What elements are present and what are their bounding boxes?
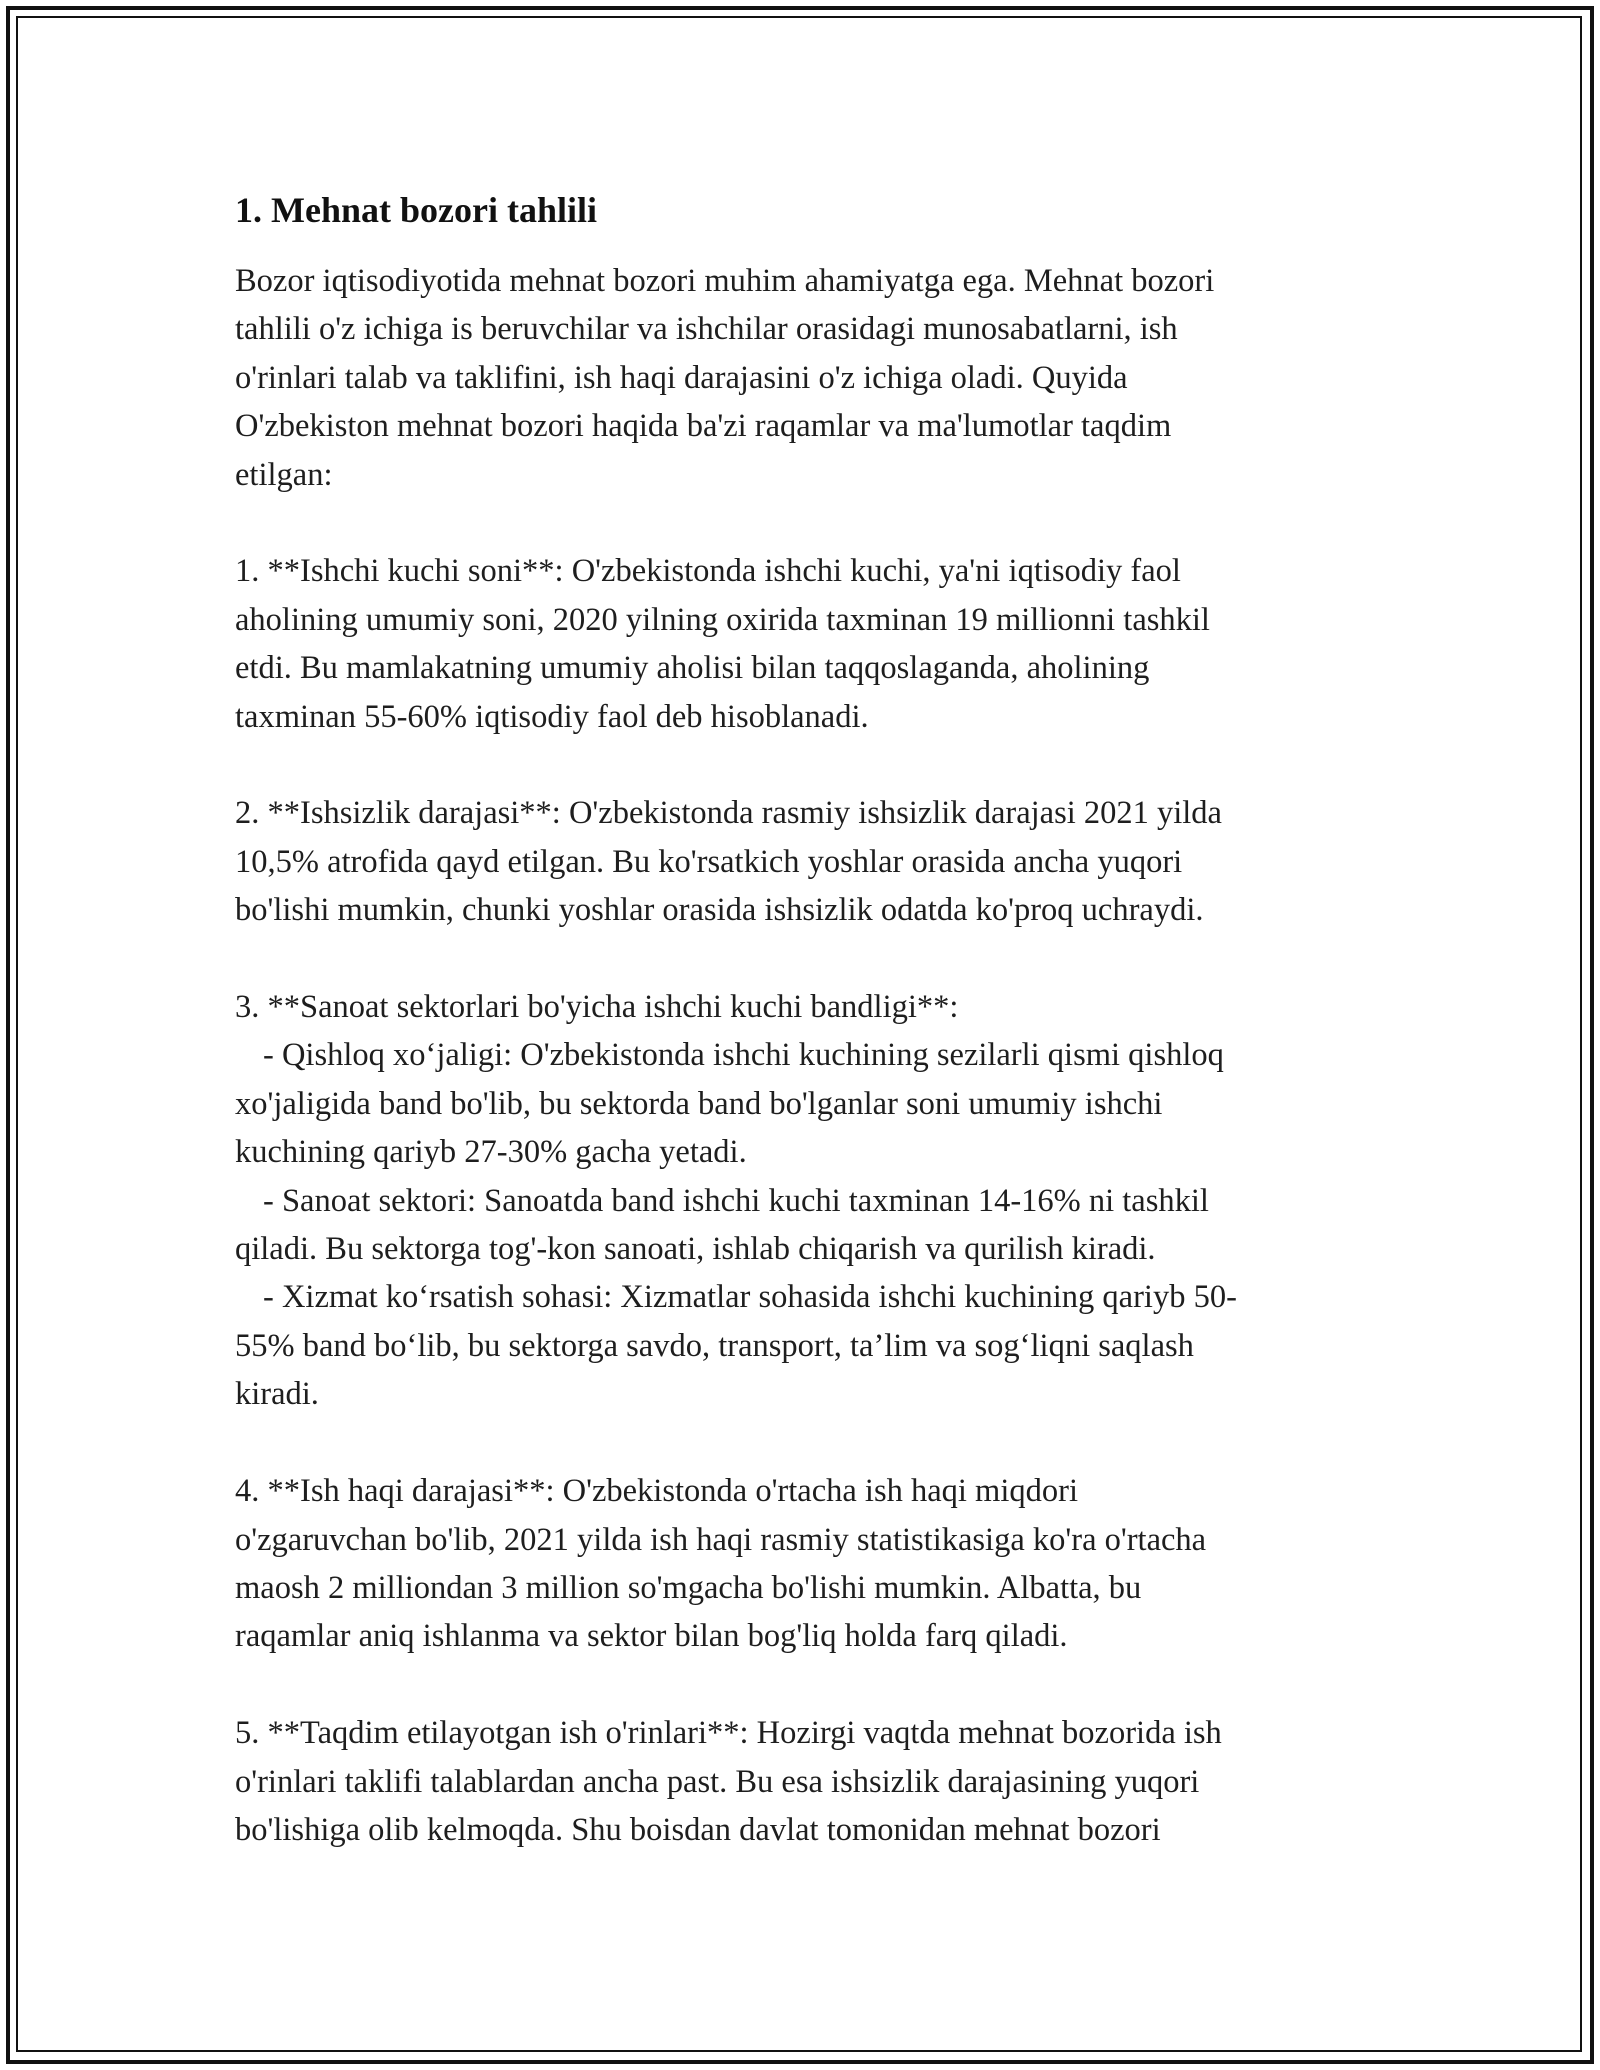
document-body [235, 185, 1370, 1903]
text-line: kuchining qariyb 27-30% gacha yetadi. [235, 1134, 747, 1171]
text-line: 2. **Ishsizlik darajasi**: O'zbekistonda rasmiy ishsizlik darajasi 2021 yilda [235, 795, 1222, 832]
list-item-unemployment [235, 789, 1370, 934]
text-line: O'zbekiston mehnat bozori haqida ba'zi raqamlar va ma'lumotlar taqdim [235, 408, 1172, 445]
text-line: kiradi. [235, 1376, 319, 1413]
text-line: Bozor iqtisodiyotida mehnat bozori muhim ahamiyatga ega. Mehnat bozori [235, 263, 1215, 299]
text-line: etilgan: [235, 456, 333, 493]
list-item-wages [235, 1467, 1370, 1661]
text-line: 10,5% atrofida qayd etilgan. Bu ko'rsatkich yoshlar orasida ancha yuqori [235, 843, 1183, 880]
text-line: 55% band bo‘lib, bu sektorga savdo, transport, ta’lim va sog‘liqni saqlash [235, 1327, 1194, 1364]
list-item-labor-force [235, 547, 1370, 741]
text-line: o'rinlari talab va taklifini, ish haqi darajasini o'z ichiga oladi. Quyida [235, 359, 1128, 396]
text-line: qiladi. Bu sektorga tog'-kon sanoati, ishlab chiqarish va qurilish kiradi. [235, 1231, 1156, 1268]
text-line: xo'jaligida band bo'lib, bu sektorda band bo'lganlar soni umumiy ishchi [235, 1085, 1163, 1122]
text-line: bo'lishiga olib kelmoqda. Shu boisdan davlat tomonidan mehnat bozori [235, 1811, 1161, 1848]
list-item-job-offers [235, 1709, 1370, 1854]
list-item-sectors [235, 983, 1370, 1419]
text-line: o'zgaruvchan bo'lib, 2021 yilda ish haqi rasmiy statistikasiga ko'ra o'rtacha [235, 1521, 1207, 1558]
text-line: bo'lishi mumkin, chunki yoshlar orasida ishsizlik odatda ko'proq uchraydi. [235, 892, 1204, 929]
section-heading: 1. Mehnat bozori tahlili [235, 190, 597, 230]
intro-paragraph [235, 257, 1370, 499]
text-line: 3. **Sanoat sektorlari bo'yicha ishchi kuchi bandligi**: [235, 989, 959, 1026]
text-line: 4. **Ish haqi darajasi**: O'zbekistonda o'rtacha ish haqi miqdori [235, 1473, 1078, 1510]
text-line: raqamlar aniq ishlanma va sektor bilan bog'liq holda farq qiladi. [235, 1618, 1068, 1655]
text-line: aholining umumiy soni, 2020 yilning oxirida taxminan 19 millionni tashkil [235, 601, 1210, 638]
sub-item-line: - Qishloq xo‘jaligi: O'zbekistonda ishchi kuchining sezilarli qismi qishloq [263, 1037, 1224, 1074]
text-line: tahlili o'z ichiga is beruvchilar va ishchilar orasidagi munosabatlarni, ish [235, 311, 1178, 348]
sub-item-line: - Sanoat sektori: Sanoatda band ishchi kuchi taxminan 14-16% ni tashkil [263, 1182, 1209, 1219]
text-line: o'rinlari taklifi talablardan ancha past. Bu esa ishsizlik darajasining yuqori [235, 1763, 1200, 1800]
text-line: 1. **Ishchi kuchi soni**: O'zbekistonda ishchi kuchi, ya'ni iqtisodiy faol [235, 553, 1181, 590]
text-line: etdi. Bu mamlakatning umumiy aholisi bilan taqqoslaganda, aholining [235, 650, 1150, 687]
text-line: maosh 2 milliondan 3 million so'mgacha bo'lishi mumkin. Albatta, bu [235, 1569, 1142, 1606]
text-line: taxminan 55-60% iqtisodiy faol deb hisoblanadi. [235, 698, 869, 735]
sub-item-line: - Xizmat ko‘rsatish sohasi: Xizmatlar sohasida ishchi kuchining qariyb 50- [263, 1279, 1237, 1316]
text-line: 5. **Taqdim etilayotgan ish o'rinlari**: Hozirgi vaqtda mehnat bozorida ish [235, 1715, 1222, 1752]
